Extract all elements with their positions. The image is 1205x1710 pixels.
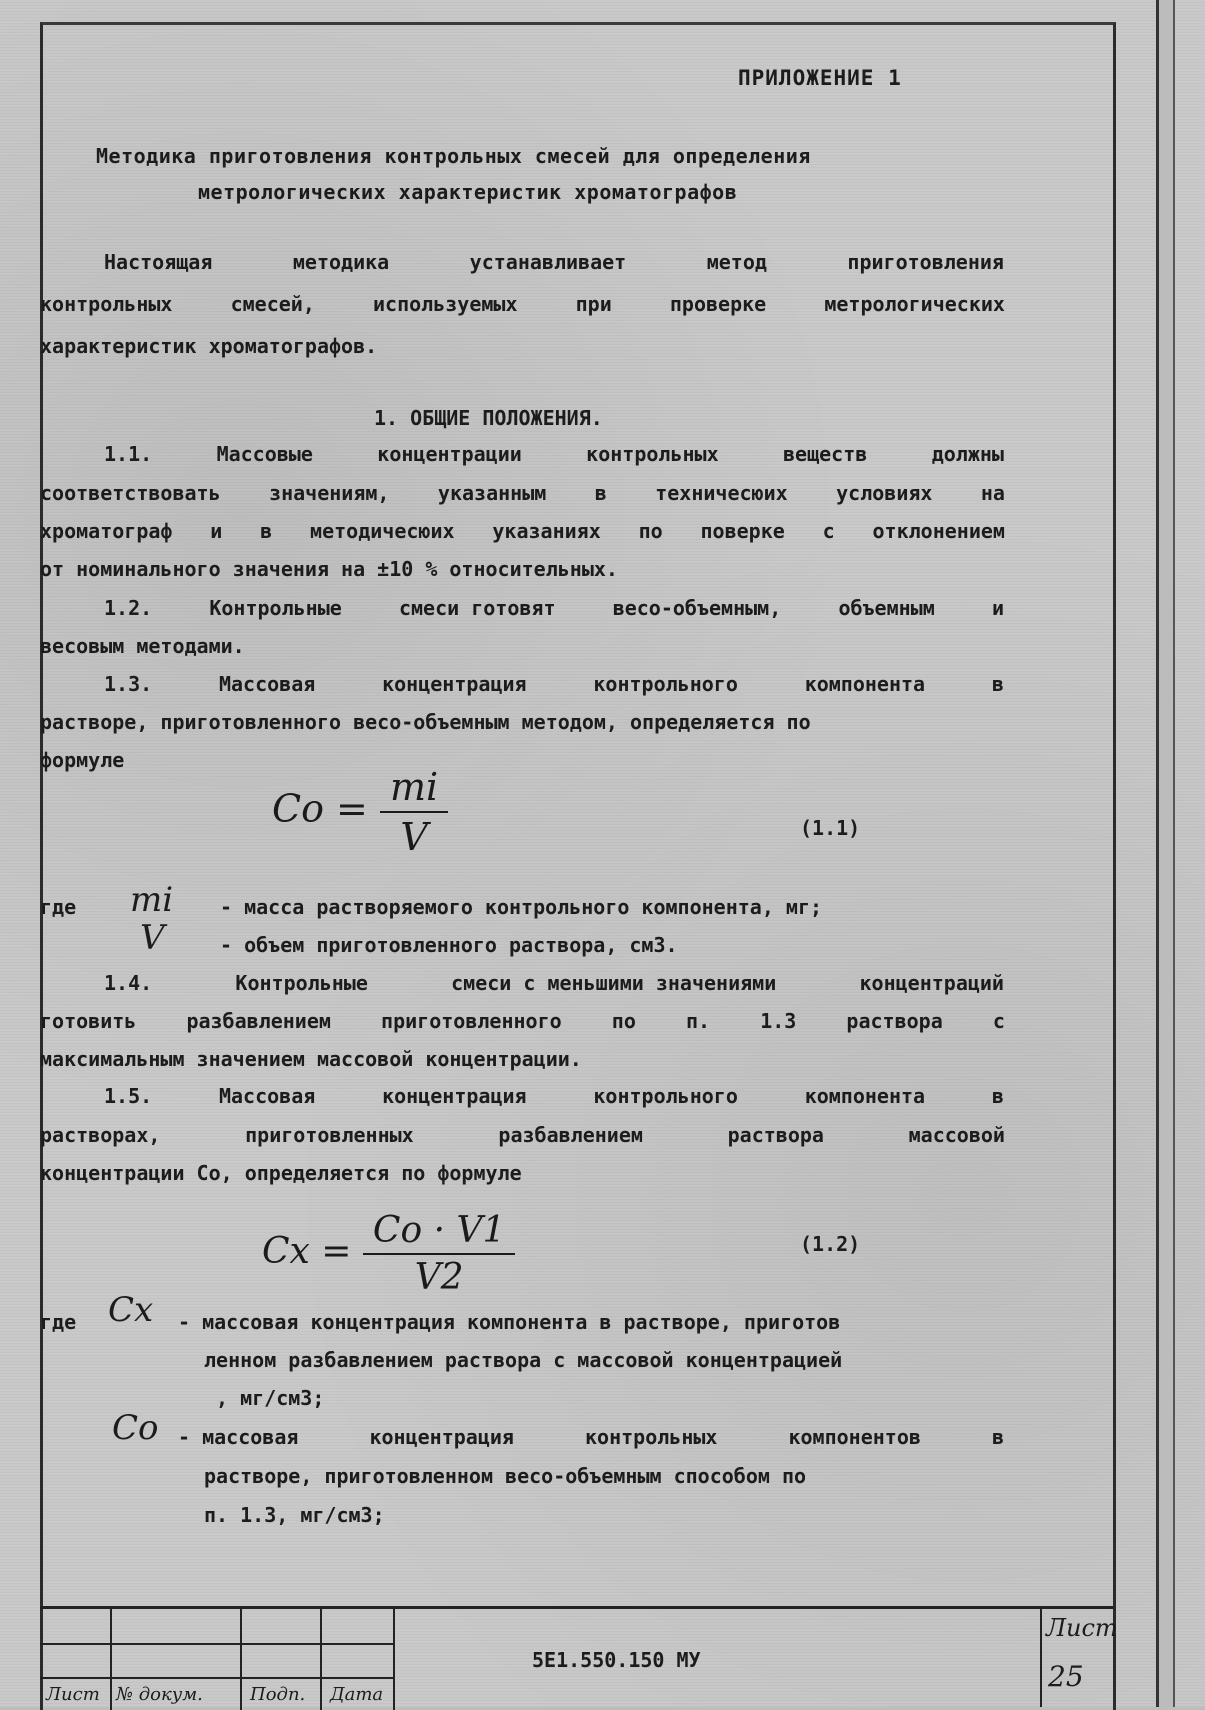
formula-numerator: Co · V1 xyxy=(363,1210,515,1255)
section-heading: 1. ОБЩИЕ ПОЛОЖЕНИЯ. xyxy=(374,406,603,430)
word: готовить xyxy=(40,1009,137,1033)
word: и xyxy=(991,596,1004,620)
word: поверке xyxy=(700,519,785,543)
word: Контрольные xyxy=(235,971,368,995)
word: объемным xyxy=(838,596,935,620)
word: смесей, xyxy=(230,292,315,316)
word: Контрольные xyxy=(209,596,342,620)
p15-line-1 xyxy=(104,1084,1004,1108)
word: 1.4. xyxy=(104,971,153,995)
word: концентрация xyxy=(369,1425,514,1449)
word: приготовления xyxy=(847,250,1004,274)
grid-line xyxy=(110,1609,112,1710)
word: и xyxy=(210,519,223,543)
word: на xyxy=(980,481,1005,505)
word: методика xyxy=(292,250,390,274)
word: весо-объемным, xyxy=(612,596,782,620)
word: по xyxy=(611,1009,636,1033)
word: компонента xyxy=(804,672,926,696)
formula-lhs: Cx = xyxy=(262,1231,352,1272)
word: при xyxy=(575,292,612,316)
p11-line-1 xyxy=(104,442,1004,466)
word: 1.1. xyxy=(104,442,153,466)
word: 1.3 xyxy=(760,1009,797,1033)
word: в xyxy=(991,1084,1004,1108)
word: условиях xyxy=(836,481,933,505)
word: концентрации xyxy=(377,442,522,466)
p14-line-2 xyxy=(40,1009,1005,1033)
where2-desc-2-line-1 xyxy=(178,1425,1004,1449)
p14-line-1 xyxy=(104,971,1004,995)
word: соответствовать xyxy=(40,481,221,505)
word: компонента xyxy=(804,1084,926,1108)
word: методичесюих xyxy=(310,519,455,543)
p12-line-2: весовым методами. xyxy=(40,634,245,658)
word: п. xyxy=(685,1009,711,1033)
where2-desc-1-line-3: , мг/см3; xyxy=(216,1386,325,1410)
where-label: где xyxy=(40,1310,77,1334)
word: смеси готовят xyxy=(398,596,556,620)
word: метрологических xyxy=(824,292,1005,316)
sheet-number: 25 xyxy=(1048,1660,1084,1693)
formula-numerator: mi xyxy=(380,765,448,813)
p14-line-3: максимальным значением массовой концентрации. xyxy=(40,1047,582,1071)
word: с xyxy=(822,519,835,543)
page-frame xyxy=(40,22,1116,1710)
word: используемых xyxy=(373,292,518,316)
word: в xyxy=(991,1425,1004,1449)
stamp-caption-date: Дата xyxy=(330,1684,384,1705)
word: компонентов xyxy=(788,1425,921,1449)
word: техничесюих xyxy=(655,481,788,505)
stamp-caption-doc: № докум. xyxy=(116,1684,203,1705)
word: раствора xyxy=(846,1009,943,1033)
word: 1.5. xyxy=(104,1084,153,1108)
p11-line-2 xyxy=(40,481,1005,505)
word: в xyxy=(594,481,607,505)
p11-line-3 xyxy=(40,519,1005,543)
word: контрольных xyxy=(586,442,719,466)
word: приготовленных xyxy=(245,1123,414,1147)
intro-line-1 xyxy=(104,250,1004,274)
word: веществ xyxy=(783,442,868,466)
word: контрольных xyxy=(584,1425,718,1449)
where2-desc-1-line-1: - массовая концентрация компонента в растворе, приготов xyxy=(178,1310,841,1334)
p13-line-3: формуле xyxy=(40,748,125,772)
variable-v: V xyxy=(140,918,165,958)
formula-lhs: Co = xyxy=(272,786,368,831)
where2-desc-1-line-2: ленном разбавлением раствора с массовой концентрацией xyxy=(204,1348,843,1372)
equation-number: (1.2) xyxy=(800,1232,861,1256)
word: проверке xyxy=(669,292,767,316)
document-code: 5Е1.550.150 МУ xyxy=(532,1648,701,1672)
p13-line-2: растворе, приготовленного весо-объемным методом, определяется по xyxy=(40,710,811,734)
p11-line-4: от номинального значения на ±10 % относительных. xyxy=(40,557,618,581)
word: массовой xyxy=(908,1123,1005,1147)
word: указанным xyxy=(437,481,547,505)
grid-line xyxy=(320,1609,322,1710)
variable-mi: mi xyxy=(130,880,174,920)
word: в xyxy=(991,672,1004,696)
stamp-caption-sign: Подп. xyxy=(250,1684,306,1705)
word: контрольных xyxy=(40,292,173,316)
word: контрольного xyxy=(593,672,738,696)
word: контрольного xyxy=(593,1084,738,1108)
word: концентрация xyxy=(382,672,527,696)
appendix-label: ПРИЛОЖЕНИЕ 1 xyxy=(738,66,902,90)
formula-denominator: V xyxy=(400,815,428,859)
word: по xyxy=(638,519,663,543)
word: Массовая xyxy=(218,1084,316,1108)
grid-line xyxy=(40,1677,395,1679)
word: Массовая xyxy=(218,672,316,696)
word: разбавлением xyxy=(498,1123,643,1147)
variable-cx: Cx xyxy=(108,1290,154,1330)
word: 1.2. xyxy=(104,596,153,620)
where1-desc-1: - масса растворяемого контрольного компонента, мг; xyxy=(220,895,823,919)
equation-number: (1.1) xyxy=(800,816,861,840)
word: устанавливает xyxy=(469,250,627,274)
p13-line-1 xyxy=(104,672,1004,696)
p12-line-1 xyxy=(104,596,1004,620)
word: концентраций xyxy=(859,971,1004,995)
word: растворах, xyxy=(40,1123,161,1147)
intro-line-2 xyxy=(40,292,1005,316)
intro-line-3: характеристик хроматографов. xyxy=(40,334,378,358)
document-title-line-2: метрологических характеристик хроматографов xyxy=(198,180,738,204)
word: должны xyxy=(931,442,1004,466)
word: хроматограф xyxy=(40,519,173,543)
word: 1.3. xyxy=(104,672,153,696)
word: метод xyxy=(706,250,767,274)
binding-edge xyxy=(1156,0,1175,1707)
grid-line xyxy=(393,1609,395,1710)
word: разбавлением xyxy=(186,1009,331,1033)
word: Массовые xyxy=(216,442,313,466)
word: в xyxy=(260,519,273,543)
word: - массовая xyxy=(178,1425,299,1449)
document-title-line-1: Методика приготовления контрольных смесей для определения xyxy=(96,144,811,168)
word: Настоящая xyxy=(104,250,213,274)
word: с xyxy=(992,1009,1005,1033)
variable-co: Co xyxy=(112,1408,159,1448)
stamp-caption-list: Лист xyxy=(46,1684,100,1705)
p15-line-2 xyxy=(40,1123,1005,1147)
formula-fraction xyxy=(380,765,448,859)
where1-desc-2: - объем приготовленного раствора, см3. xyxy=(220,933,678,957)
formula-denominator: V2 xyxy=(414,1257,464,1298)
word: концентрация xyxy=(382,1084,527,1108)
word: раствора xyxy=(727,1123,824,1147)
where2-desc-2-line-3: п. 1.3, мг/см3; xyxy=(204,1503,385,1527)
sheet-label: Лист xyxy=(1046,1614,1118,1642)
formula-fraction xyxy=(363,1210,515,1298)
formula-1-1 xyxy=(272,765,448,859)
where-label: где xyxy=(40,895,77,919)
p15-line-3: концентрации Со, определяется по формуле xyxy=(40,1161,522,1185)
word: смеси с меньшими значениями xyxy=(451,971,777,995)
word: приготовленного xyxy=(381,1009,562,1033)
grid-line xyxy=(40,1643,395,1645)
word: указаниях xyxy=(492,519,601,543)
word: значениям, xyxy=(269,481,390,505)
formula-1-2 xyxy=(262,1210,515,1298)
where2-desc-2-line-2: растворе, приготовленном весо-объемным способом по xyxy=(204,1464,807,1488)
grid-line xyxy=(240,1609,242,1710)
word: отклонением xyxy=(872,519,1005,543)
